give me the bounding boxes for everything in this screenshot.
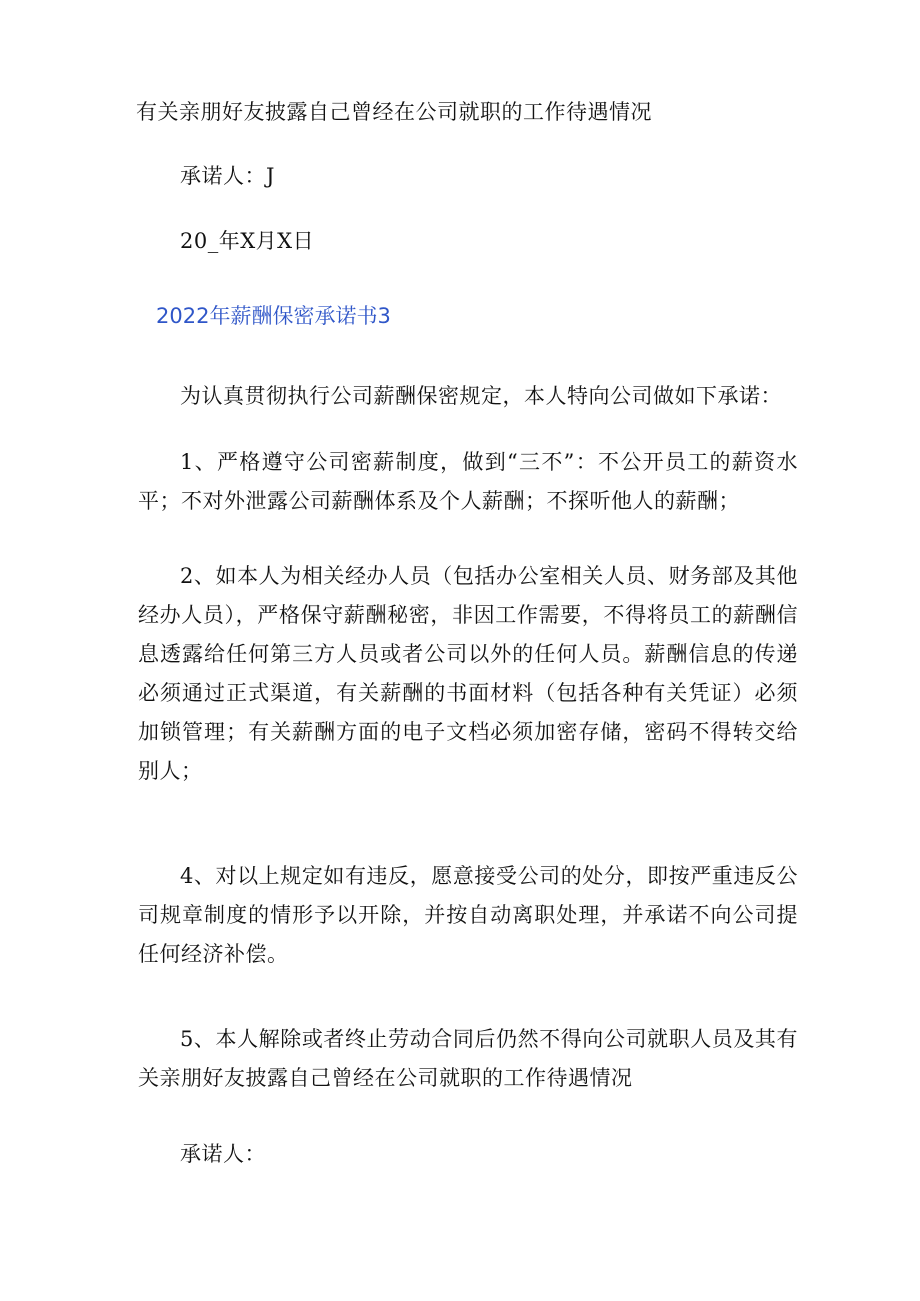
promisor-signature-label: 承诺人： (180, 1142, 266, 1166)
commitment-item-2: 2、如本人为相关经办人员（包括办公室相关人员、财务部及其他经办人员），严格保守薪酬秘密，非因工作需要，不得将员工的薪酬信息透露给任何第三方人员或者公司以外的任何人员。薪酬信息的传递必须通过正式渠道，有关薪酬的书面材料（包括各种有关凭证）必须加锁管理；有关薪酬方面的电子文档必须加密存储，密码不得转交给别人； (138, 564, 798, 783)
promisor-signature-line: 承诺人：J (180, 164, 275, 188)
commitment-item-5: 5、本人解除或者终止劳动合同后仍然不得向公司就职人员及其有关亲朋好友披露自己曾经在公司就职的工作待遇情况 (138, 1027, 798, 1090)
commitment-item-1: 1、严格遵守公司密薪制度，做到“三不”：不公开员工的薪资水平；不对外泄露公司薪酬体系及个人薪酬；不探听他人的薪酬； (138, 450, 798, 513)
date-line: 20_年X月X日 (180, 229, 315, 253)
intro-paragraph: 为认真贯彻执行公司薪酬保密规定，本人特向公司做如下承诺： (180, 384, 782, 408)
continued-text-fragment: 有关亲朋好友披露自己曾经在公司就职的工作待遇情况 (136, 100, 652, 124)
section-title: 2022年薪酬保密承诺书3 (156, 304, 391, 328)
commitment-item-4: 4、对以上规定如有违反，愿意接受公司的处分，即按严重违反公司规章制度的情形予以开除，并按自动离职处理，并承诺不向公司提任何经济补偿。 (138, 864, 798, 966)
